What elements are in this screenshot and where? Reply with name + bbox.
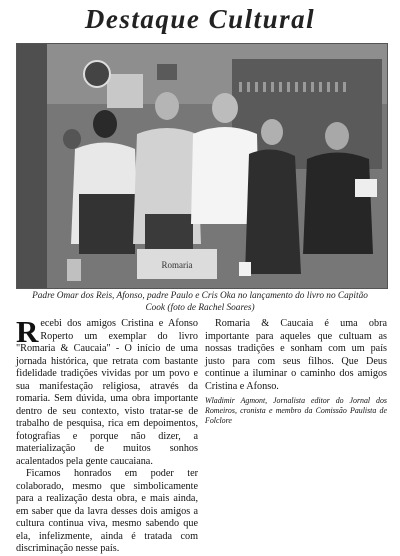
page-title: Destaque Cultural — [84, 4, 316, 34]
article-paragraph-3: Romaria & Caucaia é uma obra importante para aqueles que cultuam as nossas tradições e sonham com um país justo para com seus filhos. Que Deus continue a iluminar o caminho dos amigos Cristina e Afonso. — [205, 318, 387, 392]
article-paragraph-1 — [16, 314, 198, 468]
photo-caption: Padre Omar dos Reis, Afonso, padre Paulo e Cris Oka no lançamento do livro no Capitão Cook (foto de Rachel Soares) — [32, 291, 368, 313]
article-column-left — [16, 314, 198, 556]
paragraph-1-text: ecebi dos amigos Cristina e Afonso Roperto um exemplar do livro "Romaria & Caucaia" - O início de uma jornada histórica, que retrata com bastante fidelidade tradições vividas por um povo e sua manifestação religiosa, através da romaria. Sem dúvida, uma obra importante dentro de seu contexto, visto tratar-se de trabalho de pesquisa, rica em depoimentos, fotografias e porque não dizer, a materialização de muitos sonhos acalentados pela gente caucaiana. — [16, 318, 198, 467]
event-photo — [16, 43, 388, 289]
article-paragraph-2: Ficamos honrados em poder ter colaborado, mesmo que simbolicamente para a realização desta obra, e mais ainda, em saber que da lavra desses dois amigos a cultura continua viva, mesmo sabendo que ela, infelizmente, ainda é tratada com discriminação nesse país. — [16, 468, 198, 554]
author-signature: Wladimir Agmont, Jornalista editor do Jornal dos Romeiros, cronista e membro da Comissão Paulista de Folclore — [205, 396, 387, 425]
book-cover-title: Romaria — [161, 260, 193, 270]
article-column-right — [205, 318, 387, 426]
drop-cap: R — [16, 314, 39, 349]
